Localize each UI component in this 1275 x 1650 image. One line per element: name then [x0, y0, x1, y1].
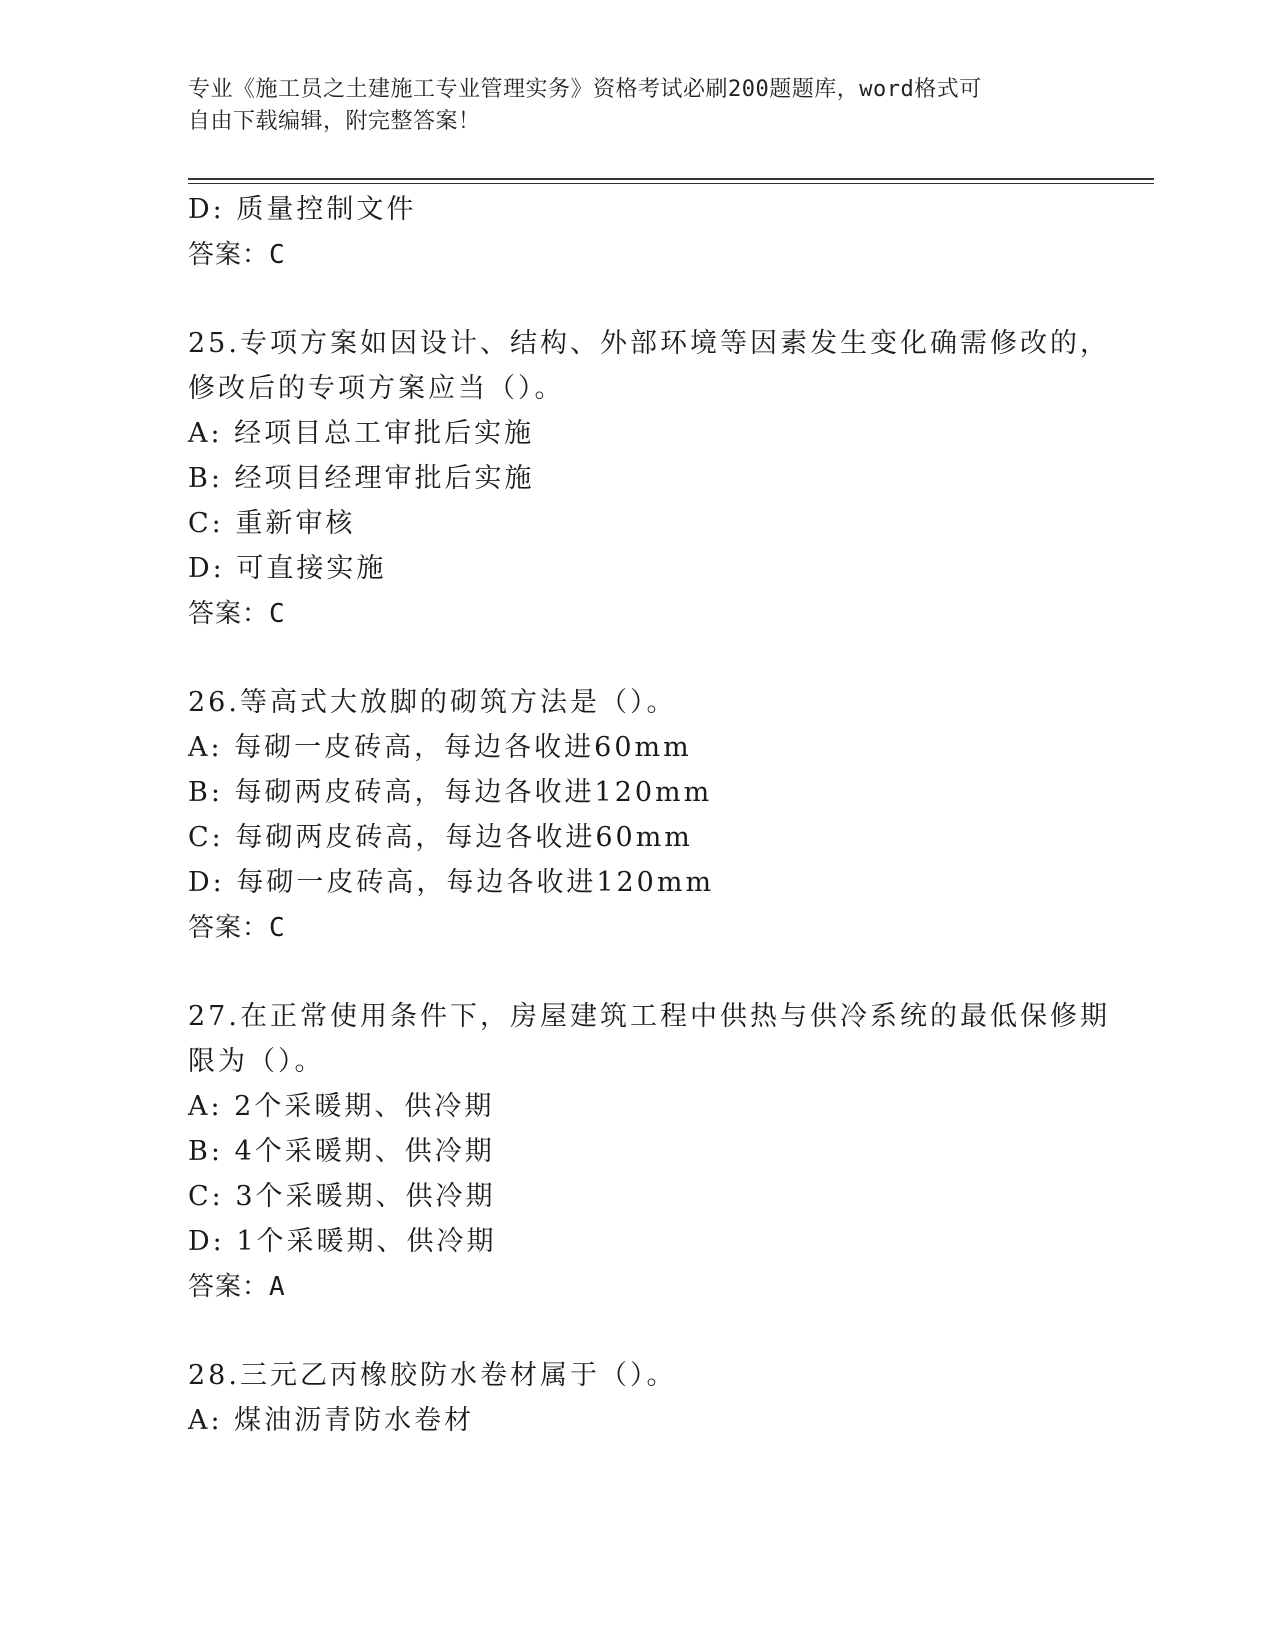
question-line: 限为（）。: [188, 1046, 325, 1077]
option-line: B: 4个采暖期、供冷期: [188, 1136, 495, 1167]
question-line: 28.三元乙丙橡胶防水卷材属于（）。: [188, 1360, 677, 1391]
question-line: 26.等高式大放脚的砌筑方法是（）。: [188, 687, 677, 718]
option-line: A: 煤油沥青防水卷材: [188, 1405, 475, 1436]
option-line: A: 2个采暖期、供冷期: [188, 1091, 495, 1122]
option-line: C: 重新审核: [188, 508, 356, 539]
answer-line: 答案：C: [188, 240, 286, 270]
header-line-1: 专业《施工员之土建施工专业管理实务》资格考试必刷200题题库，word格式可: [188, 77, 982, 102]
question-line: 25.专项方案如因设计、结构、外部环境等因素发生变化确需修改的，: [188, 328, 1110, 359]
option-line: A: 经项目总工审批后实施: [188, 418, 535, 449]
header-rule-thin: [188, 183, 1154, 184]
document-header: [188, 74, 1088, 138]
header-rule-thick: [188, 178, 1154, 180]
option-line: B: 每砌两皮砖高，每边各收进120mm: [188, 777, 713, 808]
option-line: C: 每砌两皮砖高，每边各收进60mm: [188, 822, 693, 853]
option-line: D: 质量控制文件: [188, 194, 417, 225]
question-line: 修改后的专项方案应当（）。: [188, 373, 565, 404]
option-line: C: 3个采暖期、供冷期: [188, 1181, 496, 1212]
option-line: A: 每砌一皮砖高，每边各收进60mm: [188, 732, 692, 763]
answer-line: 答案：C: [188, 913, 286, 943]
header-line-2: 自由下载编辑，附完整答案！: [188, 109, 481, 134]
question-line: 27.在正常使用条件下，房屋建筑工程中供热与供冷系统的最低保修期: [188, 1001, 1110, 1032]
option-line: D: 1个采暖期、供冷期: [188, 1226, 497, 1257]
option-line: D: 可直接实施: [188, 553, 387, 584]
option-line: D: 每砌一皮砖高，每边各收进120mm: [188, 867, 715, 898]
answer-line: 答案：C: [188, 599, 286, 629]
answer-line: 答案：A: [188, 1272, 286, 1302]
option-line: B: 经项目经理审批后实施: [188, 463, 535, 494]
